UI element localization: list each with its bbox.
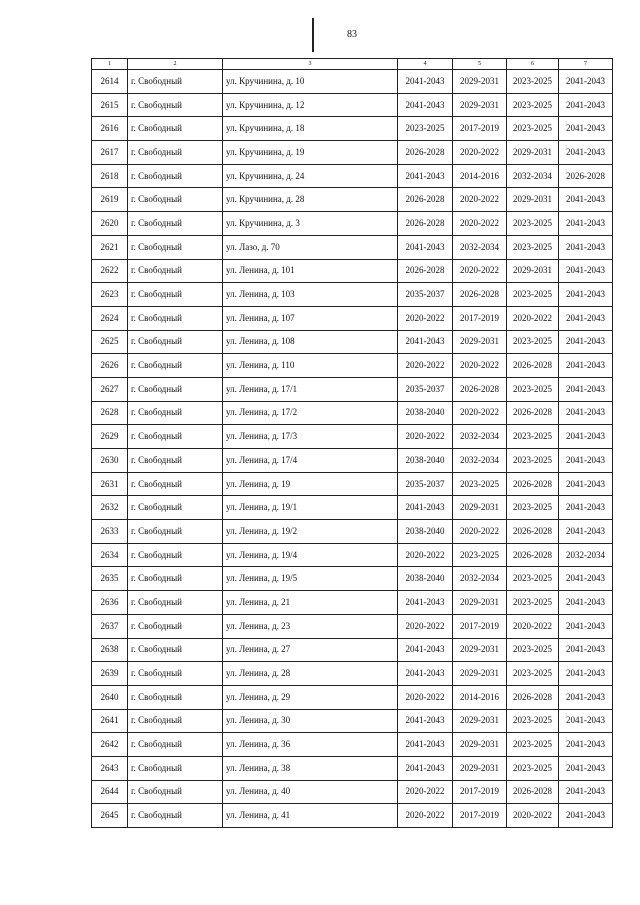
- table-row: [92, 330, 613, 354]
- period-cell-4: 2041-2043: [398, 70, 453, 94]
- city-cell: г. Свободный: [128, 496, 223, 520]
- row-number: 2618: [92, 164, 128, 188]
- row-number: 2614: [92, 70, 128, 94]
- period-cell-7: 2041-2043: [559, 685, 613, 709]
- period-cell-5: 2017-2019: [453, 614, 507, 638]
- period-cell-5: 2017-2019: [453, 306, 507, 330]
- period-cell-6: 2023-2025: [507, 733, 559, 757]
- period-cell-5: 2020-2022: [453, 188, 507, 212]
- address-cell: ул. Ленина, д. 27: [223, 638, 398, 662]
- period-cell-6: 2023-2025: [507, 117, 559, 141]
- period-cell-4: 2026-2028: [398, 259, 453, 283]
- row-number: 2634: [92, 543, 128, 567]
- row-number: 2638: [92, 638, 128, 662]
- table-row: [92, 567, 613, 591]
- city-cell: г. Свободный: [128, 117, 223, 141]
- page-number: 83: [347, 29, 357, 40]
- row-number: 2626: [92, 354, 128, 378]
- period-cell-7: 2041-2043: [559, 591, 613, 615]
- period-cell-6: 2029-2031: [507, 141, 559, 165]
- period-cell-4: 2041-2043: [398, 662, 453, 686]
- column-header: 7: [559, 59, 613, 70]
- row-number: 2615: [92, 93, 128, 117]
- period-cell-4: 2041-2043: [398, 591, 453, 615]
- row-number: 2628: [92, 401, 128, 425]
- city-cell: г. Свободный: [128, 259, 223, 283]
- address-cell: ул. Ленина, д. 38: [223, 756, 398, 780]
- binder-mark: [311, 18, 315, 52]
- period-cell-5: 2029-2031: [453, 93, 507, 117]
- address-cell: ул. Ленина, д. 108: [223, 330, 398, 354]
- table-row: [92, 685, 613, 709]
- period-cell-4: 2035-2037: [398, 472, 453, 496]
- address-cell: ул. Ленина, д. 41: [223, 804, 398, 828]
- row-number: 2630: [92, 449, 128, 473]
- period-cell-6: 2032-2034: [507, 164, 559, 188]
- city-cell: г. Свободный: [128, 543, 223, 567]
- period-cell-7: 2041-2043: [559, 306, 613, 330]
- row-number: 2619: [92, 188, 128, 212]
- row-number: 2644: [92, 780, 128, 804]
- table-row: [92, 235, 613, 259]
- table-row: [92, 449, 613, 473]
- period-cell-6: 2023-2025: [507, 425, 559, 449]
- period-cell-4: 2038-2040: [398, 449, 453, 473]
- city-cell: г. Свободный: [128, 567, 223, 591]
- period-cell-7: 2041-2043: [559, 141, 613, 165]
- period-cell-7: 2026-2028: [559, 164, 613, 188]
- period-cell-6: 2020-2022: [507, 614, 559, 638]
- city-cell: г. Свободный: [128, 283, 223, 307]
- address-cell: ул. Ленина, д. 103: [223, 283, 398, 307]
- period-cell-5: 2014-2016: [453, 164, 507, 188]
- city-cell: г. Свободный: [128, 756, 223, 780]
- period-cell-4: 2035-2037: [398, 283, 453, 307]
- period-cell-7: 2041-2043: [559, 283, 613, 307]
- city-cell: г. Свободный: [128, 235, 223, 259]
- period-cell-6: 2023-2025: [507, 638, 559, 662]
- column-header: 5: [453, 59, 507, 70]
- address-cell: ул. Ленина, д. 107: [223, 306, 398, 330]
- period-cell-4: 2035-2037: [398, 377, 453, 401]
- address-cell: ул. Ленина, д. 36: [223, 733, 398, 757]
- row-number: 2640: [92, 685, 128, 709]
- period-cell-5: 2023-2025: [453, 543, 507, 567]
- period-cell-4: 2020-2022: [398, 614, 453, 638]
- row-number: 2645: [92, 804, 128, 828]
- table-row: [92, 780, 613, 804]
- address-cell: ул. Ленина, д. 17/3: [223, 425, 398, 449]
- period-cell-7: 2041-2043: [559, 733, 613, 757]
- city-cell: г. Свободный: [128, 472, 223, 496]
- period-cell-7: 2032-2034: [559, 543, 613, 567]
- city-cell: г. Свободный: [128, 70, 223, 94]
- period-cell-4: 2026-2028: [398, 212, 453, 236]
- period-cell-6: 2023-2025: [507, 377, 559, 401]
- city-cell: г. Свободный: [128, 662, 223, 686]
- period-cell-6: 2023-2025: [507, 283, 559, 307]
- period-cell-7: 2041-2043: [559, 354, 613, 378]
- city-cell: г. Свободный: [128, 164, 223, 188]
- period-cell-7: 2041-2043: [559, 804, 613, 828]
- city-cell: г. Свободный: [128, 377, 223, 401]
- table-row: [92, 756, 613, 780]
- period-cell-6: 2023-2025: [507, 212, 559, 236]
- address-cell: ул. Ленина, д. 23: [223, 614, 398, 638]
- period-cell-5: 2020-2022: [453, 141, 507, 165]
- address-cell: ул. Кручинина, д. 24: [223, 164, 398, 188]
- column-header: 1: [92, 59, 128, 70]
- row-number: 2639: [92, 662, 128, 686]
- table-row: [92, 164, 613, 188]
- table-row: [92, 70, 613, 94]
- period-cell-4: 2020-2022: [398, 685, 453, 709]
- address-cell: ул. Ленина, д. 28: [223, 662, 398, 686]
- period-cell-6: 2023-2025: [507, 567, 559, 591]
- period-cell-4: 2038-2040: [398, 401, 453, 425]
- address-cell: ул. Ленина, д. 21: [223, 591, 398, 615]
- row-number: 2642: [92, 733, 128, 757]
- row-number: 2622: [92, 259, 128, 283]
- row-number: 2627: [92, 377, 128, 401]
- period-cell-6: 2026-2028: [507, 401, 559, 425]
- row-number: 2636: [92, 591, 128, 615]
- period-cell-4: 2020-2022: [398, 780, 453, 804]
- row-number: 2631: [92, 472, 128, 496]
- city-cell: г. Свободный: [128, 93, 223, 117]
- period-cell-5: 2020-2022: [453, 520, 507, 544]
- period-cell-6: 2029-2031: [507, 188, 559, 212]
- period-cell-5: 2032-2034: [453, 567, 507, 591]
- period-cell-5: 2020-2022: [453, 212, 507, 236]
- column-header: 6: [507, 59, 559, 70]
- period-cell-5: 2020-2022: [453, 259, 507, 283]
- address-cell: ул. Ленина, д. 19/4: [223, 543, 398, 567]
- address-cell: ул. Кручинина, д. 12: [223, 93, 398, 117]
- period-cell-7: 2041-2043: [559, 472, 613, 496]
- period-cell-7: 2041-2043: [559, 662, 613, 686]
- address-cell: ул. Ленина, д. 29: [223, 685, 398, 709]
- city-cell: г. Свободный: [128, 449, 223, 473]
- city-cell: г. Свободный: [128, 401, 223, 425]
- table-row: [92, 354, 613, 378]
- row-number: 2629: [92, 425, 128, 449]
- city-cell: г. Свободный: [128, 306, 223, 330]
- address-cell: ул. Кручинина, д. 28: [223, 188, 398, 212]
- city-cell: г. Свободный: [128, 212, 223, 236]
- city-cell: г. Свободный: [128, 354, 223, 378]
- period-cell-5: 2032-2034: [453, 449, 507, 473]
- period-cell-5: 2017-2019: [453, 117, 507, 141]
- table-row: [92, 496, 613, 520]
- period-cell-7: 2041-2043: [559, 567, 613, 591]
- period-cell-6: 2026-2028: [507, 780, 559, 804]
- period-cell-6: 2023-2025: [507, 93, 559, 117]
- period-cell-5: 2032-2034: [453, 235, 507, 259]
- period-cell-7: 2041-2043: [559, 401, 613, 425]
- address-cell: ул. Кручинина, д. 10: [223, 70, 398, 94]
- period-cell-5: 2029-2031: [453, 591, 507, 615]
- table-row: [92, 662, 613, 686]
- address-cell: ул. Лазо, д. 70: [223, 235, 398, 259]
- period-cell-7: 2041-2043: [559, 449, 613, 473]
- address-cell: ул. Ленина, д. 19: [223, 472, 398, 496]
- period-cell-5: 2017-2019: [453, 804, 507, 828]
- period-cell-7: 2041-2043: [559, 377, 613, 401]
- city-cell: г. Свободный: [128, 709, 223, 733]
- period-cell-5: 2020-2022: [453, 401, 507, 425]
- table-row: [92, 141, 613, 165]
- table-row: [92, 733, 613, 757]
- period-cell-5: 2029-2031: [453, 733, 507, 757]
- period-cell-4: 2041-2043: [398, 235, 453, 259]
- column-header: 4: [398, 59, 453, 70]
- period-cell-4: 2041-2043: [398, 164, 453, 188]
- period-cell-6: 2023-2025: [507, 70, 559, 94]
- period-cell-6: 2023-2025: [507, 756, 559, 780]
- city-cell: г. Свободный: [128, 591, 223, 615]
- period-cell-4: 2041-2043: [398, 638, 453, 662]
- table-row: [92, 520, 613, 544]
- period-cell-5: 2029-2031: [453, 496, 507, 520]
- city-cell: г. Свободный: [128, 733, 223, 757]
- period-cell-7: 2041-2043: [559, 425, 613, 449]
- period-cell-7: 2041-2043: [559, 520, 613, 544]
- address-cell: ул. Ленина, д. 101: [223, 259, 398, 283]
- table-row: [92, 259, 613, 283]
- period-cell-6: 2023-2025: [507, 449, 559, 473]
- period-cell-5: 2023-2025: [453, 472, 507, 496]
- city-cell: г. Свободный: [128, 614, 223, 638]
- period-cell-5: 2029-2031: [453, 330, 507, 354]
- period-cell-7: 2041-2043: [559, 638, 613, 662]
- period-cell-5: 2029-2031: [453, 709, 507, 733]
- period-cell-7: 2041-2043: [559, 188, 613, 212]
- period-cell-6: 2023-2025: [507, 235, 559, 259]
- period-cell-5: 2029-2031: [453, 662, 507, 686]
- period-cell-6: 2020-2022: [507, 804, 559, 828]
- period-cell-6: 2020-2022: [507, 306, 559, 330]
- table-row: [92, 472, 613, 496]
- row-number: 2623: [92, 283, 128, 307]
- period-cell-6: 2023-2025: [507, 591, 559, 615]
- table-row: [92, 638, 613, 662]
- address-cell: ул. Ленина, д. 19/2: [223, 520, 398, 544]
- table-row: [92, 614, 613, 638]
- period-cell-7: 2041-2043: [559, 235, 613, 259]
- row-number: 2632: [92, 496, 128, 520]
- table-row: [92, 591, 613, 615]
- period-cell-6: 2026-2028: [507, 354, 559, 378]
- period-cell-5: 2014-2016: [453, 685, 507, 709]
- row-number: 2616: [92, 117, 128, 141]
- period-cell-4: 2026-2028: [398, 141, 453, 165]
- period-cell-7: 2041-2043: [559, 259, 613, 283]
- period-cell-4: 2041-2043: [398, 496, 453, 520]
- period-cell-7: 2041-2043: [559, 93, 613, 117]
- table-row: [92, 188, 613, 212]
- row-number: 2641: [92, 709, 128, 733]
- city-cell: г. Свободный: [128, 804, 223, 828]
- period-cell-5: 2026-2028: [453, 283, 507, 307]
- city-cell: г. Свободный: [128, 141, 223, 165]
- period-cell-6: 2029-2031: [507, 259, 559, 283]
- period-cell-4: 2020-2022: [398, 306, 453, 330]
- period-cell-4: 2041-2043: [398, 330, 453, 354]
- period-cell-7: 2041-2043: [559, 212, 613, 236]
- period-cell-4: 2041-2043: [398, 93, 453, 117]
- period-cell-5: 2026-2028: [453, 377, 507, 401]
- row-number: 2624: [92, 306, 128, 330]
- table-row: [92, 306, 613, 330]
- period-cell-6: 2023-2025: [507, 330, 559, 354]
- period-cell-6: 2023-2025: [507, 496, 559, 520]
- row-number: 2633: [92, 520, 128, 544]
- table-row: [92, 425, 613, 449]
- period-cell-4: 2020-2022: [398, 543, 453, 567]
- address-cell: ул. Ленина, д. 30: [223, 709, 398, 733]
- period-cell-6: 2026-2028: [507, 520, 559, 544]
- period-cell-7: 2041-2043: [559, 117, 613, 141]
- table-row: [92, 709, 613, 733]
- address-cell: ул. Кручинина, д. 18: [223, 117, 398, 141]
- period-cell-7: 2041-2043: [559, 756, 613, 780]
- period-cell-6: 2023-2025: [507, 662, 559, 686]
- address-cell: ул. Ленина, д. 19/5: [223, 567, 398, 591]
- period-cell-4: 2038-2040: [398, 520, 453, 544]
- city-cell: г. Свободный: [128, 330, 223, 354]
- table-row: [92, 93, 613, 117]
- period-cell-4: 2041-2043: [398, 756, 453, 780]
- row-number: 2621: [92, 235, 128, 259]
- address-cell: ул. Ленина, д. 110: [223, 354, 398, 378]
- period-cell-4: 2020-2022: [398, 804, 453, 828]
- period-cell-7: 2041-2043: [559, 614, 613, 638]
- address-cell: ул. Ленина, д. 17/1: [223, 377, 398, 401]
- column-header: 3: [223, 59, 398, 70]
- row-number: 2617: [92, 141, 128, 165]
- period-cell-4: 2038-2040: [398, 567, 453, 591]
- address-cell: ул. Кручинина, д. 19: [223, 141, 398, 165]
- city-cell: г. Свободный: [128, 638, 223, 662]
- header-row: [92, 59, 613, 70]
- address-cell: ул. Ленина, д. 19/1: [223, 496, 398, 520]
- city-cell: г. Свободный: [128, 520, 223, 544]
- period-cell-4: 2020-2022: [398, 425, 453, 449]
- period-cell-6: 2026-2028: [507, 685, 559, 709]
- table-row: [92, 377, 613, 401]
- period-cell-5: 2020-2022: [453, 354, 507, 378]
- period-cell-7: 2041-2043: [559, 496, 613, 520]
- housing-registry-table: [91, 58, 613, 828]
- city-cell: г. Свободный: [128, 188, 223, 212]
- address-cell: ул. Ленина, д. 17/4: [223, 449, 398, 473]
- table-row: [92, 117, 613, 141]
- period-cell-7: 2041-2043: [559, 709, 613, 733]
- period-cell-4: 2041-2043: [398, 709, 453, 733]
- city-cell: г. Свободный: [128, 685, 223, 709]
- period-cell-5: 2029-2031: [453, 756, 507, 780]
- period-cell-4: 2020-2022: [398, 354, 453, 378]
- period-cell-4: 2026-2028: [398, 188, 453, 212]
- period-cell-6: 2026-2028: [507, 472, 559, 496]
- address-cell: ул. Ленина, д. 40: [223, 780, 398, 804]
- address-cell: ул. Ленина, д. 17/2: [223, 401, 398, 425]
- period-cell-6: 2026-2028: [507, 543, 559, 567]
- table-row: [92, 804, 613, 828]
- period-cell-5: 2029-2031: [453, 70, 507, 94]
- city-cell: г. Свободный: [128, 425, 223, 449]
- period-cell-4: 2023-2025: [398, 117, 453, 141]
- table-row: [92, 283, 613, 307]
- period-cell-5: 2017-2019: [453, 780, 507, 804]
- period-cell-6: 2023-2025: [507, 709, 559, 733]
- address-cell: ул. Кручинина, д. 3: [223, 212, 398, 236]
- table-row: [92, 212, 613, 236]
- column-header: 2: [128, 59, 223, 70]
- table-row: [92, 543, 613, 567]
- period-cell-5: 2032-2034: [453, 425, 507, 449]
- row-number: 2637: [92, 614, 128, 638]
- period-cell-4: 2041-2043: [398, 733, 453, 757]
- row-number: 2625: [92, 330, 128, 354]
- row-number: 2620: [92, 212, 128, 236]
- city-cell: г. Свободный: [128, 780, 223, 804]
- row-number: 2635: [92, 567, 128, 591]
- period-cell-5: 2029-2031: [453, 638, 507, 662]
- period-cell-7: 2041-2043: [559, 780, 613, 804]
- table-row: [92, 401, 613, 425]
- period-cell-7: 2041-2043: [559, 330, 613, 354]
- row-number: 2643: [92, 756, 128, 780]
- period-cell-7: 2041-2043: [559, 70, 613, 94]
